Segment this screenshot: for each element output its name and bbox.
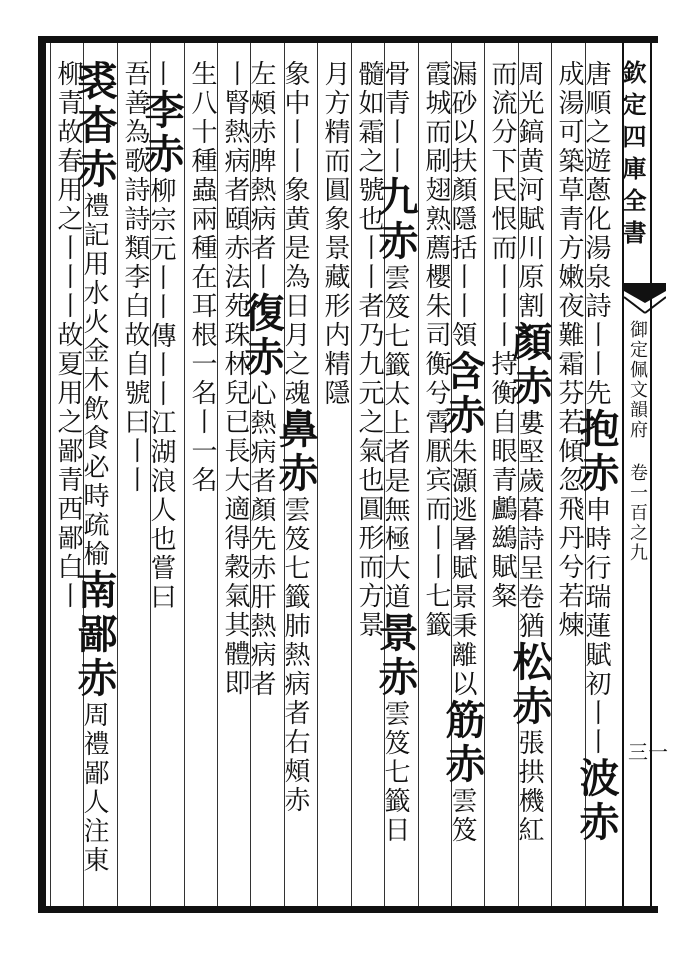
column-rule (351, 43, 352, 906)
column-rule (50, 43, 51, 906)
column-rule (418, 43, 419, 906)
entry-text: 雲笈七籤日 (380, 700, 410, 845)
entry-text: 圓形而方景 (354, 495, 384, 640)
text-column (119, 60, 148, 900)
entry-text: 象中丨丨象黄是為日月之魂 (280, 60, 310, 408)
section-label: 御定佩文韻府 卷一百之九 (627, 320, 648, 563)
text-column (219, 60, 248, 900)
entry-headword: 景赤 (372, 612, 419, 700)
frame-top-border (42, 36, 658, 43)
entry-text: 柳青故春用之丨丨丨故夏用之 (53, 60, 83, 437)
column-rule (551, 43, 552, 906)
fishtail-mark-icon (624, 283, 666, 323)
entry-text: 禮記用水火金木飲食必時疏榆 (79, 192, 109, 569)
entry-text: 髓如霜 (354, 60, 384, 147)
entry-headword: 復赤 (238, 292, 285, 380)
entry-text: 鸕鷀賦粲 (487, 495, 517, 611)
entry-text: 丨腎熱病者頤赤 (220, 60, 250, 263)
text-column (439, 60, 486, 900)
text-column (506, 60, 553, 900)
text-column (486, 60, 515, 900)
entry-text: 成湯可築草青方嫩夜難霜 (554, 60, 584, 379)
frame-bottom-border (42, 906, 658, 913)
text-column (319, 60, 348, 900)
entry-text: 周光鎬黄河賦川原割 (514, 60, 544, 321)
entry-text: 司衡兮霄厭宾而丨丨 (421, 321, 451, 582)
text-column (238, 60, 285, 900)
entry-text: 漏砂以扶顏隱括丨丨領 (447, 60, 477, 350)
entry-text: 之號也丨丨者乃九元之氣也 (354, 147, 384, 495)
entry-text: 申時行瑞蓮賦初丨丨 (581, 496, 611, 757)
entry-text: 雲笈七籤太上者是無極大道 (380, 264, 410, 612)
entry-text: 柳宗元丨丨傳丨丨江湖浪人也嘗曰 (146, 177, 176, 612)
text-column (553, 60, 582, 900)
column-rule (217, 43, 218, 906)
entry-text: 法苑珠林兒已長大適得穀氣其體即 (220, 263, 250, 698)
entry-text: 左頰赤脾熱病者丨 (246, 60, 276, 292)
entry-text: 雲笈七籤肺熱病者右頰赤 (280, 496, 310, 815)
text-column (52, 60, 81, 900)
book-title: 欽定四庫全書 (618, 60, 647, 252)
entry-headword: 南鄙赤 (71, 569, 118, 701)
entry-headword: 抱赤 (573, 408, 620, 496)
entry-text: 月方精而圓象景藏形内精隱 (320, 60, 350, 408)
entry-headword: 李赤 (138, 89, 185, 177)
text-column (138, 60, 185, 900)
entry-text: 霞城而刷翅熟薦櫻朱 (421, 60, 451, 321)
frame-left-border (38, 36, 46, 913)
entry-text: 唐順之遊蔥化湯泉詩丨丨先 (581, 60, 611, 408)
page-spine-line (650, 40, 652, 910)
entry-headword: 鼻赤 (272, 408, 319, 496)
text-column (186, 60, 215, 900)
entry-text: 骨青丨丨 (380, 60, 410, 176)
entry-headword: 九赤 (372, 176, 419, 264)
entry-text: 鄙青西鄙白丨 (53, 437, 83, 611)
text-column (573, 60, 620, 900)
text-column (372, 60, 419, 900)
entry-text: 芬若傾忽飛丹兮若煉 (554, 379, 584, 640)
entry-text: 張拱機紅 (514, 729, 544, 845)
entry-text: 而流分下民恨而丨丨 (487, 60, 517, 321)
entry-text: 吾善為歌詩詩類李白故自號曰丨丨 (120, 60, 150, 495)
entry-headword: 波赤 (573, 757, 620, 845)
entry-text: 丨持衡自眼青 (487, 321, 517, 495)
entry-text: 雲笈 (447, 787, 477, 845)
entry-text: 婁堅歲暮詩呈卷猶 (514, 409, 544, 641)
entry-headword: 松赤 (506, 641, 553, 729)
entry-text: 朱灝逃暑賦景秉離以 (447, 438, 477, 699)
entry-headword: 裘杳赤 (71, 60, 118, 192)
entry-text: 七籤 (421, 582, 451, 640)
entry-text: 生八十種蟲兩種在耳根一名丨一名 (187, 60, 217, 495)
text-column (353, 60, 382, 900)
text-column (420, 60, 449, 900)
entry-text: 周禮鄙人注東 (79, 701, 109, 875)
page-number: 三一 (628, 740, 668, 764)
entry-text: 丨 (146, 60, 176, 89)
entry-headword: 顏赤 (506, 321, 553, 409)
entry-headword: 含赤 (439, 350, 486, 438)
entry-text: 心熱病者顏先赤肝熱病者 (246, 380, 276, 699)
text-column (272, 60, 319, 900)
entry-headword: 筋赤 (439, 699, 486, 787)
text-column (71, 60, 118, 900)
